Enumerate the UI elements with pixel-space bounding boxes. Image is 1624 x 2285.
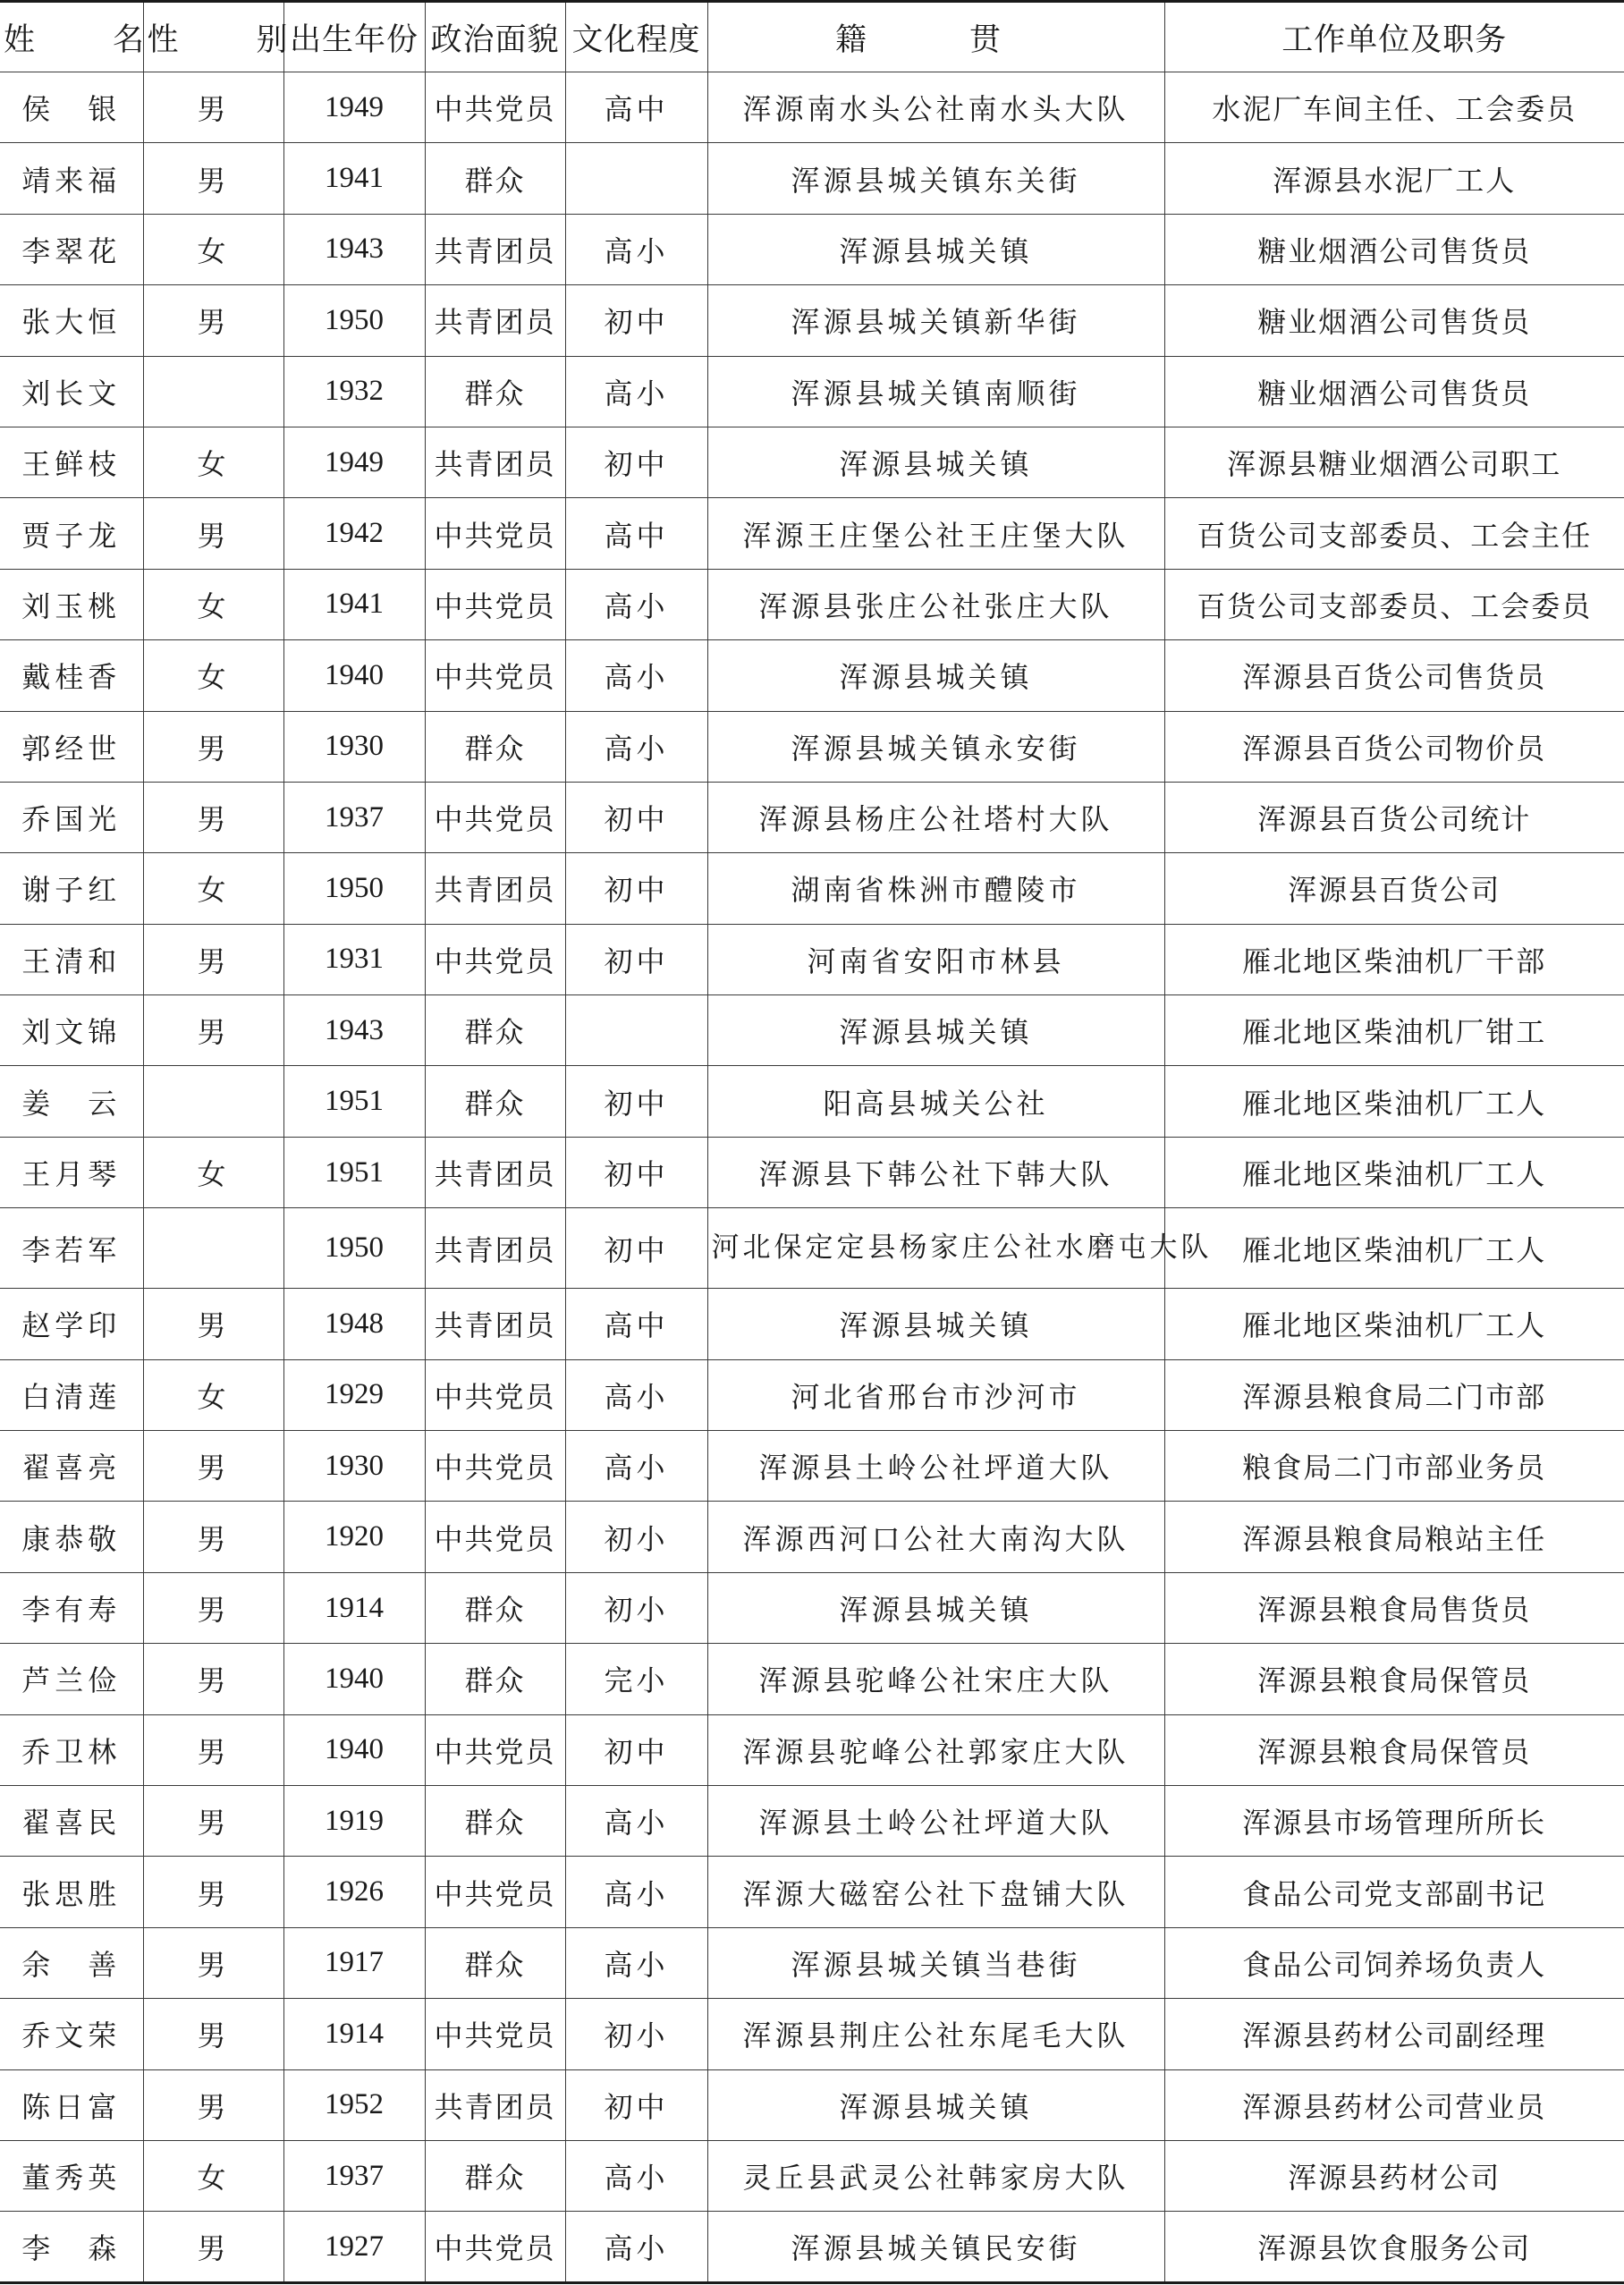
gender-cell: 女 — [143, 640, 283, 711]
birth-year-cell: 1917 — [283, 1927, 425, 1998]
header-birth-year: 出生年份 — [283, 2, 425, 72]
birth-year-cell: 1950 — [283, 1208, 425, 1289]
education-cell: 高小 — [565, 214, 707, 284]
native-place-cell: 浑源县城关镇 — [707, 640, 1164, 711]
header-row — [0, 2, 1624, 72]
table-row — [0, 569, 1624, 639]
workplace-position-cell: 浑源县水泥厂工人 — [1164, 143, 1624, 214]
birth-year-cell: 1914 — [283, 1572, 425, 1643]
education-cell: 初小 — [565, 1502, 707, 1572]
native-place-cell: 浑源县城关镇当巷街 — [707, 1927, 1164, 1998]
political-status-cell: 群众 — [425, 1785, 565, 1856]
birth-year-cell: 1929 — [283, 1359, 425, 1430]
gender-cell — [143, 1066, 283, 1137]
name-cell: 芦兰俭 — [0, 1644, 143, 1714]
name-cell: 郭经世 — [0, 711, 143, 782]
native-place-cell: 浑源县城关镇南顺街 — [707, 356, 1164, 427]
name-cell: 王清和 — [0, 924, 143, 994]
workplace-position-cell: 百货公司支部委员、工会主任 — [1164, 498, 1624, 569]
name-cell: 贾子龙 — [0, 498, 143, 569]
native-place-cell: 浑源西河口公社大南沟大队 — [707, 1502, 1164, 1572]
native-place-cell: 浑源大磁窑公社下盘铺大队 — [707, 1857, 1164, 1927]
native-place-cell: 浑源县城关镇民安街 — [707, 2212, 1164, 2282]
birth-year-cell: 1937 — [283, 2140, 425, 2211]
gender-cell: 女 — [143, 1359, 283, 1430]
header-gender: 性 别 — [143, 2, 283, 72]
education-cell: 初中 — [565, 427, 707, 497]
political-status-cell: 中共党员 — [425, 2212, 565, 2282]
name-cell: 李翠花 — [0, 214, 143, 284]
table-row — [0, 427, 1624, 497]
education-cell: 高小 — [565, 1927, 707, 1998]
native-place-cell: 浑源县驼峰公社宋庄大队 — [707, 1644, 1164, 1714]
native-place-cell: 浑源县荆庄公社东尾毛大队 — [707, 1999, 1164, 2069]
gender-cell: 男 — [143, 498, 283, 569]
workplace-position-cell: 食品公司饲养场负责人 — [1164, 1927, 1624, 1998]
native-place-cell: 灵丘县武灵公社韩家房大队 — [707, 2140, 1164, 2211]
gender-cell: 男 — [143, 1644, 283, 1714]
education-cell: 高小 — [565, 569, 707, 639]
table-row — [0, 214, 1624, 284]
table-row — [0, 995, 1624, 1066]
workplace-position-cell: 水泥厂车间主任、工会委员 — [1164, 72, 1624, 143]
birth-year-cell: 1951 — [283, 1137, 425, 1207]
political-status-cell: 群众 — [425, 356, 565, 427]
birth-year-cell: 1943 — [283, 214, 425, 284]
gender-cell: 男 — [143, 1502, 283, 1572]
native-place-cell: 浑源县城关镇 — [707, 1572, 1164, 1643]
gender-cell: 男 — [143, 1431, 283, 1502]
political-status-cell: 中共党员 — [425, 640, 565, 711]
birth-year-cell: 1952 — [283, 2069, 425, 2140]
native-place-cell: 浑源县城关镇 — [707, 1289, 1164, 1359]
workplace-position-cell: 浑源县粮食局二门市部 — [1164, 1359, 1624, 1430]
education-cell: 高小 — [565, 1359, 707, 1430]
gender-cell: 女 — [143, 1137, 283, 1207]
gender-cell: 女 — [143, 853, 283, 924]
native-place-cell: 浑源县城关镇永安街 — [707, 711, 1164, 782]
birth-year-cell: 1930 — [283, 711, 425, 782]
native-place-cell: 浑源县城关镇 — [707, 427, 1164, 497]
table-row — [0, 1359, 1624, 1430]
education-cell: 初中 — [565, 2069, 707, 2140]
political-status-cell: 中共党员 — [425, 1714, 565, 1785]
native-place-cell: 阳高县城关公社 — [707, 1066, 1164, 1137]
table-row — [0, 711, 1624, 782]
education-cell: 初中 — [565, 782, 707, 852]
workplace-position-cell: 浑源县粮食局粮站主任 — [1164, 1502, 1624, 1572]
political-status-cell: 群众 — [425, 143, 565, 214]
workplace-position-cell: 浑源县市场管理所所长 — [1164, 1785, 1624, 1856]
political-status-cell: 中共党员 — [425, 1431, 565, 1502]
political-status-cell: 共青团员 — [425, 1137, 565, 1207]
table-row — [0, 924, 1624, 994]
political-status-cell: 共青团员 — [425, 427, 565, 497]
political-status-cell: 中共党员 — [425, 1502, 565, 1572]
workplace-position-cell: 浑源县药材公司副经理 — [1164, 1999, 1624, 2069]
workplace-position-cell: 浑源县粮食局保管员 — [1164, 1644, 1624, 1714]
birth-year-cell: 1950 — [283, 285, 425, 356]
workplace-position-cell: 雁北地区柴油机厂工人 — [1164, 1289, 1624, 1359]
table-row — [0, 1208, 1624, 1289]
native-place-cell: 浑源县土岭公社坪道大队 — [707, 1431, 1164, 1502]
workplace-position-cell: 浑源县粮食局售货员 — [1164, 1572, 1624, 1643]
name-cell: 张思胜 — [0, 1857, 143, 1927]
workplace-position-cell: 浑源县药材公司 — [1164, 2140, 1624, 2211]
name-cell: 姜 云 — [0, 1066, 143, 1137]
name-cell: 刘玉桃 — [0, 569, 143, 639]
table-row — [0, 1999, 1624, 2069]
table-row — [0, 72, 1624, 143]
gender-cell: 男 — [143, 1857, 283, 1927]
birth-year-cell: 1948 — [283, 1289, 425, 1359]
gender-cell: 男 — [143, 72, 283, 143]
workplace-position-cell: 浑源县粮食局保管员 — [1164, 1714, 1624, 1785]
table-row — [0, 1066, 1624, 1137]
workplace-position-cell: 浑源县百货公司售货员 — [1164, 640, 1624, 711]
workplace-position-cell: 糖业烟酒公司售货员 — [1164, 214, 1624, 284]
native-place-cell: 河北省邢台市沙河市 — [707, 1359, 1164, 1430]
native-place-cell: 浑源县土岭公社坪道大队 — [707, 1785, 1164, 1856]
birth-year-cell: 1942 — [283, 498, 425, 569]
name-cell: 谢子红 — [0, 853, 143, 924]
name-cell: 王月琴 — [0, 1137, 143, 1207]
table-row — [0, 143, 1624, 214]
political-status-cell: 共青团员 — [425, 214, 565, 284]
political-status-cell: 群众 — [425, 1644, 565, 1714]
education-cell: 初中 — [565, 924, 707, 994]
birth-year-cell: 1940 — [283, 1714, 425, 1785]
native-place-cell: 浑源县城关镇 — [707, 214, 1164, 284]
gender-cell — [143, 1208, 283, 1289]
education-cell: 高小 — [565, 711, 707, 782]
gender-cell: 男 — [143, 711, 283, 782]
name-cell: 陈日富 — [0, 2069, 143, 2140]
header-political-status: 政治面貌 — [425, 2, 565, 72]
workplace-position-cell: 食品公司党支部副书记 — [1164, 1857, 1624, 1927]
gender-cell: 男 — [143, 1572, 283, 1643]
native-place-cell: 浑源王庄堡公社王庄堡大队 — [707, 498, 1164, 569]
political-status-cell: 群众 — [425, 1572, 565, 1643]
political-status-cell: 群众 — [425, 995, 565, 1066]
gender-cell: 男 — [143, 924, 283, 994]
education-cell: 完小 — [565, 1644, 707, 1714]
name-cell: 白清莲 — [0, 1359, 143, 1430]
birth-year-cell: 1914 — [283, 1999, 425, 2069]
birth-year-cell: 1919 — [283, 1785, 425, 1856]
education-cell: 高中 — [565, 498, 707, 569]
education-cell: 高小 — [565, 2212, 707, 2282]
birth-year-cell: 1937 — [283, 782, 425, 852]
gender-cell: 女 — [143, 2140, 283, 2211]
name-cell: 李有寿 — [0, 1572, 143, 1643]
table-row — [0, 285, 1624, 356]
name-cell: 翟喜亮 — [0, 1431, 143, 1502]
education-cell: 初中 — [565, 853, 707, 924]
name-cell: 李 森 — [0, 2212, 143, 2282]
native-place-cell: 浑源县驼峰公社郭家庄大队 — [707, 1714, 1164, 1785]
education-cell: 高中 — [565, 72, 707, 143]
political-status-cell: 群众 — [425, 1066, 565, 1137]
birth-year-cell: 1940 — [283, 1644, 425, 1714]
political-status-cell: 中共党员 — [425, 72, 565, 143]
workplace-position-cell: 百货公司支部委员、工会委员 — [1164, 569, 1624, 639]
header-workplace-position: 工作单位及职务 — [1164, 2, 1624, 72]
native-place-cell: 河南省安阳市林县 — [707, 924, 1164, 994]
political-status-cell: 共青团员 — [425, 1289, 565, 1359]
name-cell: 王鲜枝 — [0, 427, 143, 497]
education-cell: 高小 — [565, 640, 707, 711]
table-row — [0, 1927, 1624, 1998]
name-cell: 董秀英 — [0, 2140, 143, 2211]
birth-year-cell: 1941 — [283, 143, 425, 214]
gender-cell: 男 — [143, 1785, 283, 1856]
native-place-cell: 浑源县城关镇 — [707, 2069, 1164, 2140]
education-cell: 高小 — [565, 356, 707, 427]
native-place-cell: 浑源县城关镇新华街 — [707, 285, 1164, 356]
native-place-cell: 浑源县下韩公社下韩大队 — [707, 1137, 1164, 1207]
native-place-cell: 浑源县杨庄公社塔村大队 — [707, 782, 1164, 852]
name-cell: 戴桂香 — [0, 640, 143, 711]
birth-year-cell: 1949 — [283, 72, 425, 143]
name-cell: 刘文锦 — [0, 995, 143, 1066]
political-status-cell: 中共党员 — [425, 498, 565, 569]
education-cell: 初中 — [565, 1066, 707, 1137]
name-cell: 余 善 — [0, 1927, 143, 1998]
name-cell: 刘长文 — [0, 356, 143, 427]
education-cell: 高小 — [565, 1431, 707, 1502]
education-cell: 初中 — [565, 285, 707, 356]
political-status-cell: 群众 — [425, 711, 565, 782]
birth-year-cell: 1932 — [283, 356, 425, 427]
name-cell: 张大恒 — [0, 285, 143, 356]
education-cell: 初小 — [565, 1572, 707, 1643]
workplace-position-cell: 浑源县药材公司营业员 — [1164, 2069, 1624, 2140]
gender-cell: 男 — [143, 1289, 283, 1359]
education-cell: 高小 — [565, 1785, 707, 1856]
name-cell: 乔文荣 — [0, 1999, 143, 2069]
education-cell: 初中 — [565, 1137, 707, 1207]
political-status-cell: 群众 — [425, 2140, 565, 2211]
header-education: 文化程度 — [565, 2, 707, 72]
gender-cell: 男 — [143, 285, 283, 356]
political-status-cell: 共青团员 — [425, 1208, 565, 1289]
header-name: 姓 名 — [0, 2, 143, 72]
birth-year-cell: 1949 — [283, 427, 425, 497]
education-cell — [565, 143, 707, 214]
table-row — [0, 356, 1624, 427]
political-status-cell: 共青团员 — [425, 853, 565, 924]
birth-year-cell: 1950 — [283, 853, 425, 924]
workplace-position-cell: 糖业烟酒公司售货员 — [1164, 356, 1624, 427]
political-status-cell: 中共党员 — [425, 1359, 565, 1430]
table-row — [0, 2212, 1624, 2282]
gender-cell: 女 — [143, 569, 283, 639]
gender-cell — [143, 356, 283, 427]
birth-year-cell: 1930 — [283, 1431, 425, 1502]
education-cell — [565, 995, 707, 1066]
name-cell: 康恭敬 — [0, 1502, 143, 1572]
name-cell: 靖来福 — [0, 143, 143, 214]
workplace-position-cell: 浑源县饮食服务公司 — [1164, 2212, 1624, 2282]
workplace-position-cell: 粮食局二门市部业务员 — [1164, 1431, 1624, 1502]
political-status-cell: 群众 — [425, 1927, 565, 1998]
education-cell: 初中 — [565, 1714, 707, 1785]
name-cell: 李若军 — [0, 1208, 143, 1289]
birth-year-cell: 1920 — [283, 1502, 425, 1572]
workplace-position-cell: 糖业烟酒公司售货员 — [1164, 285, 1624, 356]
native-place-cell: 浑源南水头公社南水头大队 — [707, 72, 1164, 143]
education-cell: 初小 — [565, 1999, 707, 2069]
table-row — [0, 1644, 1624, 1714]
table-row — [0, 1289, 1624, 1359]
political-status-cell: 中共党员 — [425, 782, 565, 852]
table-body — [0, 72, 1624, 2283]
education-cell: 高小 — [565, 2140, 707, 2211]
native-place-cell: 河北保定定县杨家庄公社水磨屯大队 — [707, 1208, 1164, 1289]
birth-year-cell: 1951 — [283, 1066, 425, 1137]
native-place-cell: 湖南省株洲市醴陵市 — [707, 853, 1164, 924]
table-row — [0, 853, 1624, 924]
gender-cell: 男 — [143, 995, 283, 1066]
gender-cell: 男 — [143, 782, 283, 852]
education-cell: 高小 — [565, 1857, 707, 1927]
workplace-position-cell: 雁北地区柴油机厂干部 — [1164, 924, 1624, 994]
gender-cell: 女 — [143, 427, 283, 497]
table-row — [0, 2140, 1624, 2211]
political-status-cell: 中共党员 — [425, 1999, 565, 2069]
birth-year-cell: 1943 — [283, 995, 425, 1066]
native-place-cell: 浑源县城关镇东关街 — [707, 143, 1164, 214]
political-status-cell: 中共党员 — [425, 1857, 565, 1927]
table-row — [0, 1785, 1624, 1856]
workplace-position-cell: 雁北地区柴油机厂工人 — [1164, 1066, 1624, 1137]
birth-year-cell: 1940 — [283, 640, 425, 711]
workplace-position-cell: 浑源县百货公司 — [1164, 853, 1624, 924]
native-place-cell: 浑源县城关镇 — [707, 995, 1164, 1066]
table-row — [0, 2069, 1624, 2140]
gender-cell: 男 — [143, 1999, 283, 2069]
workplace-position-cell: 浑源县百货公司物价员 — [1164, 711, 1624, 782]
gender-cell: 男 — [143, 2212, 283, 2282]
political-status-cell: 共青团员 — [425, 285, 565, 356]
table-row — [0, 498, 1624, 569]
workplace-position-cell: 雁北地区柴油机厂工人 — [1164, 1208, 1624, 1289]
table-row — [0, 1502, 1624, 1572]
workplace-position-cell: 雁北地区柴油机厂工人 — [1164, 1137, 1624, 1207]
table-row — [0, 1572, 1624, 1643]
education-cell: 初中 — [565, 1208, 707, 1289]
name-cell: 赵学印 — [0, 1289, 143, 1359]
name-cell: 侯 银 — [0, 72, 143, 143]
birth-year-cell: 1926 — [283, 1857, 425, 1927]
table-row — [0, 640, 1624, 711]
table-row — [0, 1137, 1624, 1207]
gender-cell: 男 — [143, 143, 283, 214]
political-status-cell: 共青团员 — [425, 2069, 565, 2140]
gender-cell: 男 — [143, 1927, 283, 1998]
birth-year-cell: 1931 — [283, 924, 425, 994]
workplace-position-cell: 浑源县百货公司统计 — [1164, 782, 1624, 852]
workplace-position-cell: 浑源县糖业烟酒公司职工 — [1164, 427, 1624, 497]
political-status-cell: 中共党员 — [425, 924, 565, 994]
table-row — [0, 1431, 1624, 1502]
education-cell: 高中 — [565, 1289, 707, 1359]
name-cell: 乔国光 — [0, 782, 143, 852]
birth-year-cell: 1941 — [283, 569, 425, 639]
table-row — [0, 782, 1624, 852]
workplace-position-cell: 雁北地区柴油机厂钳工 — [1164, 995, 1624, 1066]
table-row — [0, 1857, 1624, 1927]
gender-cell: 男 — [143, 2069, 283, 2140]
name-cell: 翟喜民 — [0, 1785, 143, 1856]
header-native-place: 籍 贯 — [707, 2, 1164, 72]
gender-cell: 男 — [143, 1714, 283, 1785]
birth-year-cell: 1927 — [283, 2212, 425, 2282]
name-cell: 乔卫林 — [0, 1714, 143, 1785]
gender-cell: 女 — [143, 214, 283, 284]
political-status-cell: 中共党员 — [425, 569, 565, 639]
table-row — [0, 1714, 1624, 1785]
native-place-cell: 浑源县张庄公社张庄大队 — [707, 569, 1164, 639]
